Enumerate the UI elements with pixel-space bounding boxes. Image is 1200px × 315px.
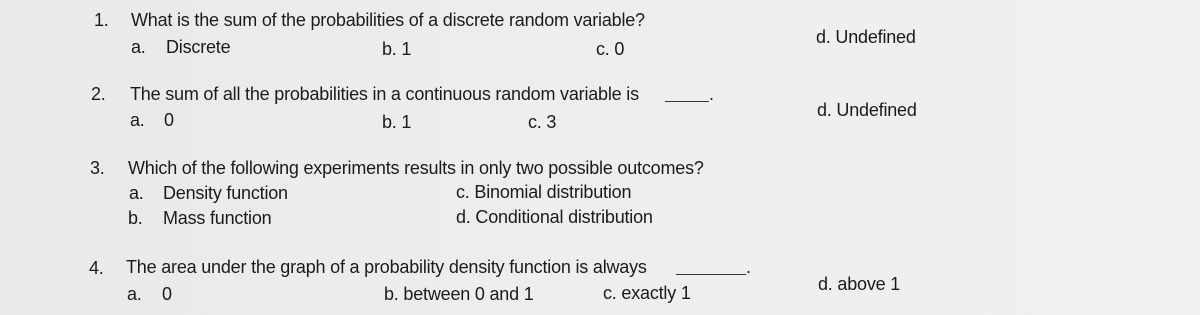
- option-c: c. 0: [596, 39, 625, 59]
- option-c: c. 3: [528, 112, 557, 132]
- option-letter-a: a.: [129, 183, 144, 203]
- question-text: Which of the following experiments results in only two possible outcomes?: [128, 158, 704, 178]
- option-d: d. Undefined: [817, 100, 917, 120]
- option-a: Discrete: [166, 37, 231, 57]
- option-letter-a: a.: [131, 37, 146, 57]
- option-c: c. Binomial distribution: [456, 182, 632, 202]
- answer-blank: [676, 274, 746, 275]
- question-text: The area under the graph of a probability density function is always: [126, 257, 647, 277]
- option-a: 0: [162, 284, 172, 304]
- option-a: Density function: [163, 183, 288, 203]
- question-text: The sum of all the probabilities in a continuous random variable is: [130, 84, 639, 104]
- question-number: 2.: [91, 84, 106, 104]
- question-number: 4.: [89, 258, 104, 278]
- option-d: d. above 1: [818, 274, 901, 294]
- option-b: b. between 0 and 1: [384, 284, 534, 304]
- option-letter-b: b.: [128, 208, 143, 228]
- option-a: 0: [164, 110, 174, 130]
- option-b: b. 1: [382, 112, 412, 132]
- question-number: 1.: [94, 10, 109, 30]
- blank-period: .: [746, 257, 751, 277]
- option-c: c. exactly 1: [603, 283, 691, 303]
- option-letter-a: a.: [130, 110, 145, 130]
- answer-blank: [665, 101, 709, 102]
- option-b: b. 1: [382, 39, 412, 59]
- option-d: d. Undefined: [816, 27, 916, 47]
- question-text: What is the sum of the probabilities of a discrete random variable?: [131, 10, 645, 30]
- blank-period: .: [709, 84, 714, 104]
- option-letter-a: a.: [127, 284, 142, 304]
- option-b: Mass function: [163, 208, 272, 228]
- question-number: 3.: [90, 158, 105, 178]
- option-d: d. Conditional distribution: [456, 207, 653, 227]
